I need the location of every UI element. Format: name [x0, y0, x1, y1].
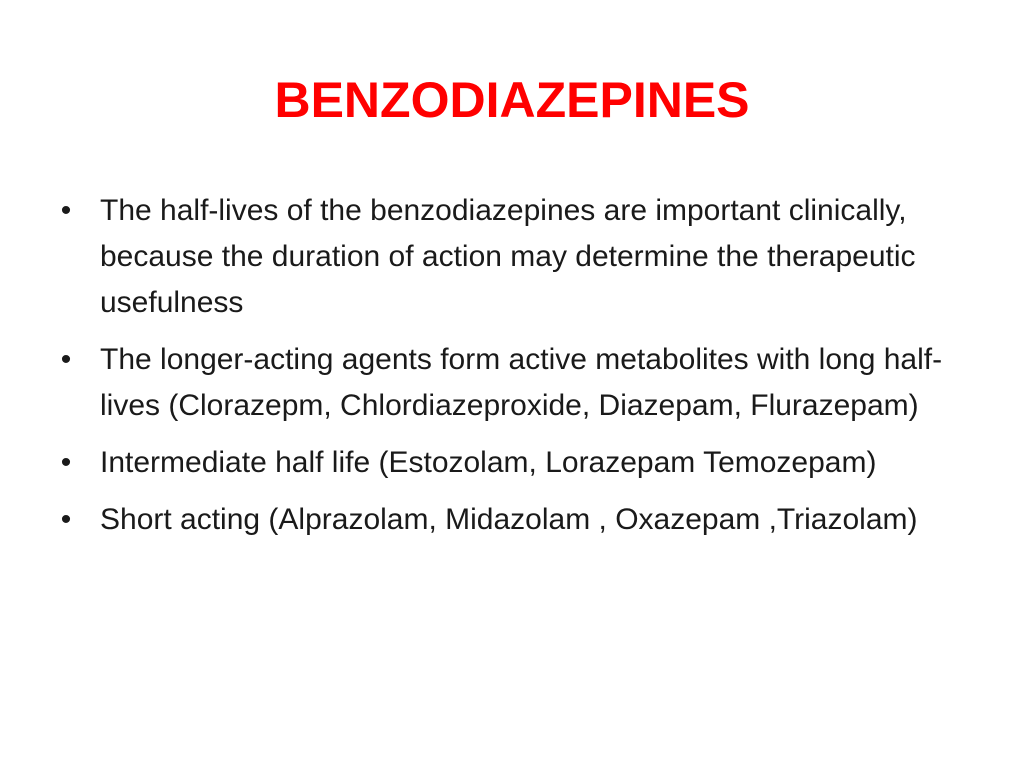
bullet-dot-icon: • [60, 194, 72, 227]
bullet-item-short-acting [56, 497, 956, 543]
bullet-dot-icon: • [60, 343, 72, 376]
bullet-text: The half-lives of the benzodiazepines are important clinically, because the duration of action may determine the therapeutic usefulness [100, 194, 916, 319]
slide-title: BENZODIAZEPINES [274, 72, 750, 128]
bullet-dot-icon: • [60, 446, 72, 479]
bullet-text: Short acting (Alprazolam, Midazolam , Oxazepam ,Triazolam) [100, 503, 918, 536]
bullet-text: Intermediate half life (Estozolam, Lorazepam Temozepam) [100, 446, 877, 479]
bullet-item-half-lives [56, 188, 956, 326]
bullet-text: The longer-acting agents form active metabolites with long half-lives (Clorazepm, Chlordiazeproxide, Diazepam, Flurazepam) [100, 343, 943, 422]
bullet-item-longer-acting [56, 337, 956, 429]
bullet-dot-icon: • [60, 503, 72, 536]
bullet-list [56, 188, 956, 554]
bullet-item-intermediate [56, 440, 956, 486]
